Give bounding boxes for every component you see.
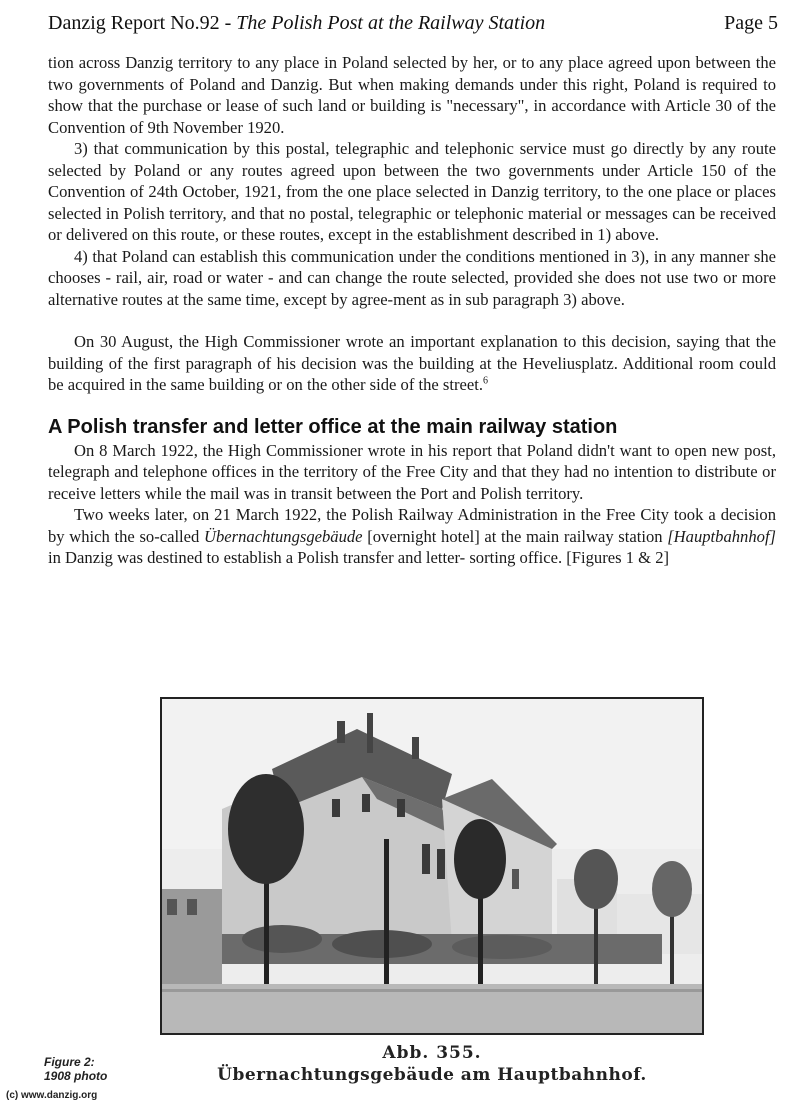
- header-report-number: Danzig Report No.92 -: [48, 12, 237, 34]
- page-header: [48, 12, 778, 38]
- paragraph-high-commissioner-text: On 30 August, the High Commissioner wrote an important explanation to this decision, saying that the building of the first paragraph of his decision was the building at the Heveliusplatz. Additional room could be acquired in the same building or on the other side of the street.: [48, 332, 776, 394]
- paragraph-spacer: [48, 310, 776, 331]
- section-heading: A Polish transfer and letter office at the main railway station: [48, 415, 618, 438]
- figure-caption: [44, 1055, 107, 1083]
- paragraph-continuation: tion across Danzig territory to any place in Poland selected by her, or to any place agreed upon between the two governments of Poland and Danzig. But when making demands under this right, Poland is required to show that the purchase or lease of such land or building is "necessary", in accordance with Article 30 of the Convention of 9th November 1920.: [48, 53, 776, 137]
- paragraph-item-4: 4) that Poland can establish this communication under the conditions mentioned in 3), in any manner she chooses - rail, air, road or water - and can change the route selected, provided she does not use two or more alternative routes at the same time, except by agree-ment as in sub paragraph 3) above.: [48, 246, 776, 309]
- german-caption-number: Abb. 355.: [382, 1043, 482, 1063]
- paragraph-march-report: On 8 March 1922, the High Commissioner wrote in his report that Poland didn't want to open new post, telegraph and telephone offices in the territory of the Free City and that they had no intention to distribute or receive letters while the mail was in transit between the Port and Polish territory.: [48, 440, 776, 503]
- figure-label: Figure 2:: [44, 1055, 95, 1069]
- figure-sublabel: 1908 photo: [44, 1069, 108, 1083]
- railway-hotel-photo-illustration: [162, 699, 702, 1033]
- term-uebernachtungsgebaeude: Übernachtungsgebäude: [204, 526, 363, 546]
- paragraph-railway-text-c: in Danzig was destined to establish a Polish transfer and letter- sorting office. [Figures 1 & 2]: [48, 548, 670, 567]
- page-number: Page 5: [724, 12, 778, 34]
- german-caption-title: Übernachtungsgebäude am Hauptbahnhof.: [217, 1065, 647, 1085]
- article-body: [48, 52, 776, 569]
- historic-photo: [160, 697, 704, 1035]
- footnote-marker: 6: [483, 375, 488, 387]
- paragraph-railway-text-a: Two weeks later, on 21 March 1922, the Polish Railway Administration in the Free City took a decision by which the so-called: [48, 505, 776, 546]
- paragraph-high-commissioner: [48, 331, 776, 396]
- paragraph-railway-decision: [48, 504, 776, 569]
- copyright-credit: (c) www.danzig.org: [6, 1090, 98, 1101]
- german-photo-caption: [160, 1042, 704, 1086]
- header-title: [48, 12, 545, 35]
- paragraph-railway-text-b: [overnight hotel] at the main railway station: [362, 526, 668, 546]
- term-hauptbahnhof: [Hauptbahnhof]: [667, 526, 777, 546]
- header-italic-title: The Polish Post at the Railway Station: [236, 12, 546, 34]
- paragraph-item-3: 3) that communication by this postal, telegraphic and telephonic service must go directly by any route selected by Poland or any routes agreed upon between the two governments under Article 150 of the Convention of 24th October, 1921, from the one place selected in Danzig territory, to the one place or places selected in Polish territory, and that no postal, telegraphic or telephonic material or messages can be received or delivered on this route, or these routes, except in the establishment described in 1) above.: [48, 139, 776, 244]
